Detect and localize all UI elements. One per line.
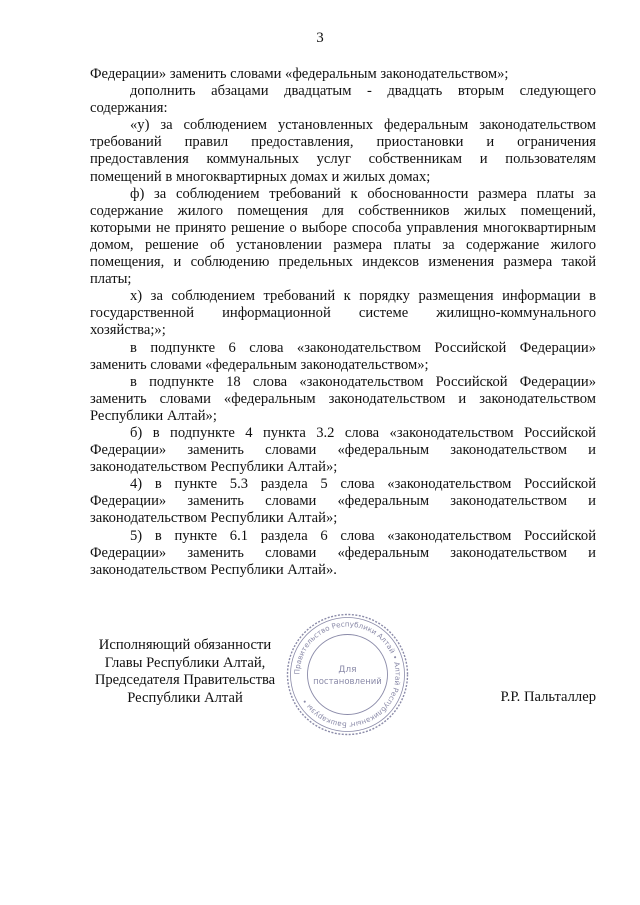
- paragraph: ф) за соблюдением требований к обоснованности размера платы за содержание жилого помещения для собственников жилых помещений, которыми не принято решение о выборе способа управления многоквартирным домом, решение об установлении размера платы за содержание жилого помещения, и соблюдению предельных индексов изменения размера такой платы;: [90, 185, 596, 288]
- paragraph: б) в подпункте 4 пункта 3.2 слова «законодательством Российской Федерации» заменить словами «федеральным законодательством и законодательством Республики Алтай»;: [90, 424, 596, 476]
- signatory-title-line: Исполняющий обязанности: [98, 637, 272, 653]
- signature-block: [90, 619, 596, 767]
- paragraph: х) за соблюдением требований к порядку размещения информации в государственной информационной системе жилищно-коммунального хозяйства;»;: [90, 288, 596, 339]
- signatory-title-line: Республики Алтай: [127, 689, 243, 706]
- paragraph: в подпункте 18 слова «законодательством Российской Федерации» заменить словами «федеральным законодательством и законодательством Республики Алтай»;: [90, 373, 596, 424]
- paragraph: 4) в пункте 5.3 раздела 5 слова «законодательством Российской Федерации» заменить словами «федеральным законодательством и законодательством Республики Алтай»;: [90, 476, 596, 527]
- paragraph: Федерации» заменить словами «федеральным законодательством»;: [90, 66, 509, 82]
- seal-ring-text: Правительство Республики Алтай • Алтай Республиканыҥ Башкарузы •: [292, 619, 403, 730]
- signatory-title-line: Председателя Правительства: [94, 672, 276, 688]
- signatory-title: [90, 637, 280, 707]
- seal-inner-text: постановлений: [313, 677, 382, 687]
- signatory-title-line: Главы Республики Алтай,: [104, 654, 266, 671]
- paragraph: 5) в пункте 6.1 раздела 6 слова «законодательством Российской Федерации» заменить словами «федеральным законодательством и законодательством Республики Алтай».: [90, 527, 596, 578]
- official-seal: [285, 612, 410, 737]
- seal-inner-text: Для: [338, 665, 357, 675]
- document-body: [90, 66, 596, 579]
- paragraph: в подпункте 6 слова «законодательством Российской Федерации» заменить словами «федеральным законодательством»;: [90, 339, 596, 373]
- page-number: 3: [316, 30, 324, 46]
- paragraph: «у) за соблюдением установленных федеральным законодательством требований правил предоставления, приостановки и ограничения предоставления коммунальных услуг собственникам и пользователям помещений в многоквартирных домах и жилых домах;: [90, 117, 596, 185]
- paragraph: дополнить абзацами двадцатым - двадцать вторым следующего содержания:: [90, 83, 596, 117]
- signatory-name: Р.Р. Пальталлер: [500, 689, 596, 705]
